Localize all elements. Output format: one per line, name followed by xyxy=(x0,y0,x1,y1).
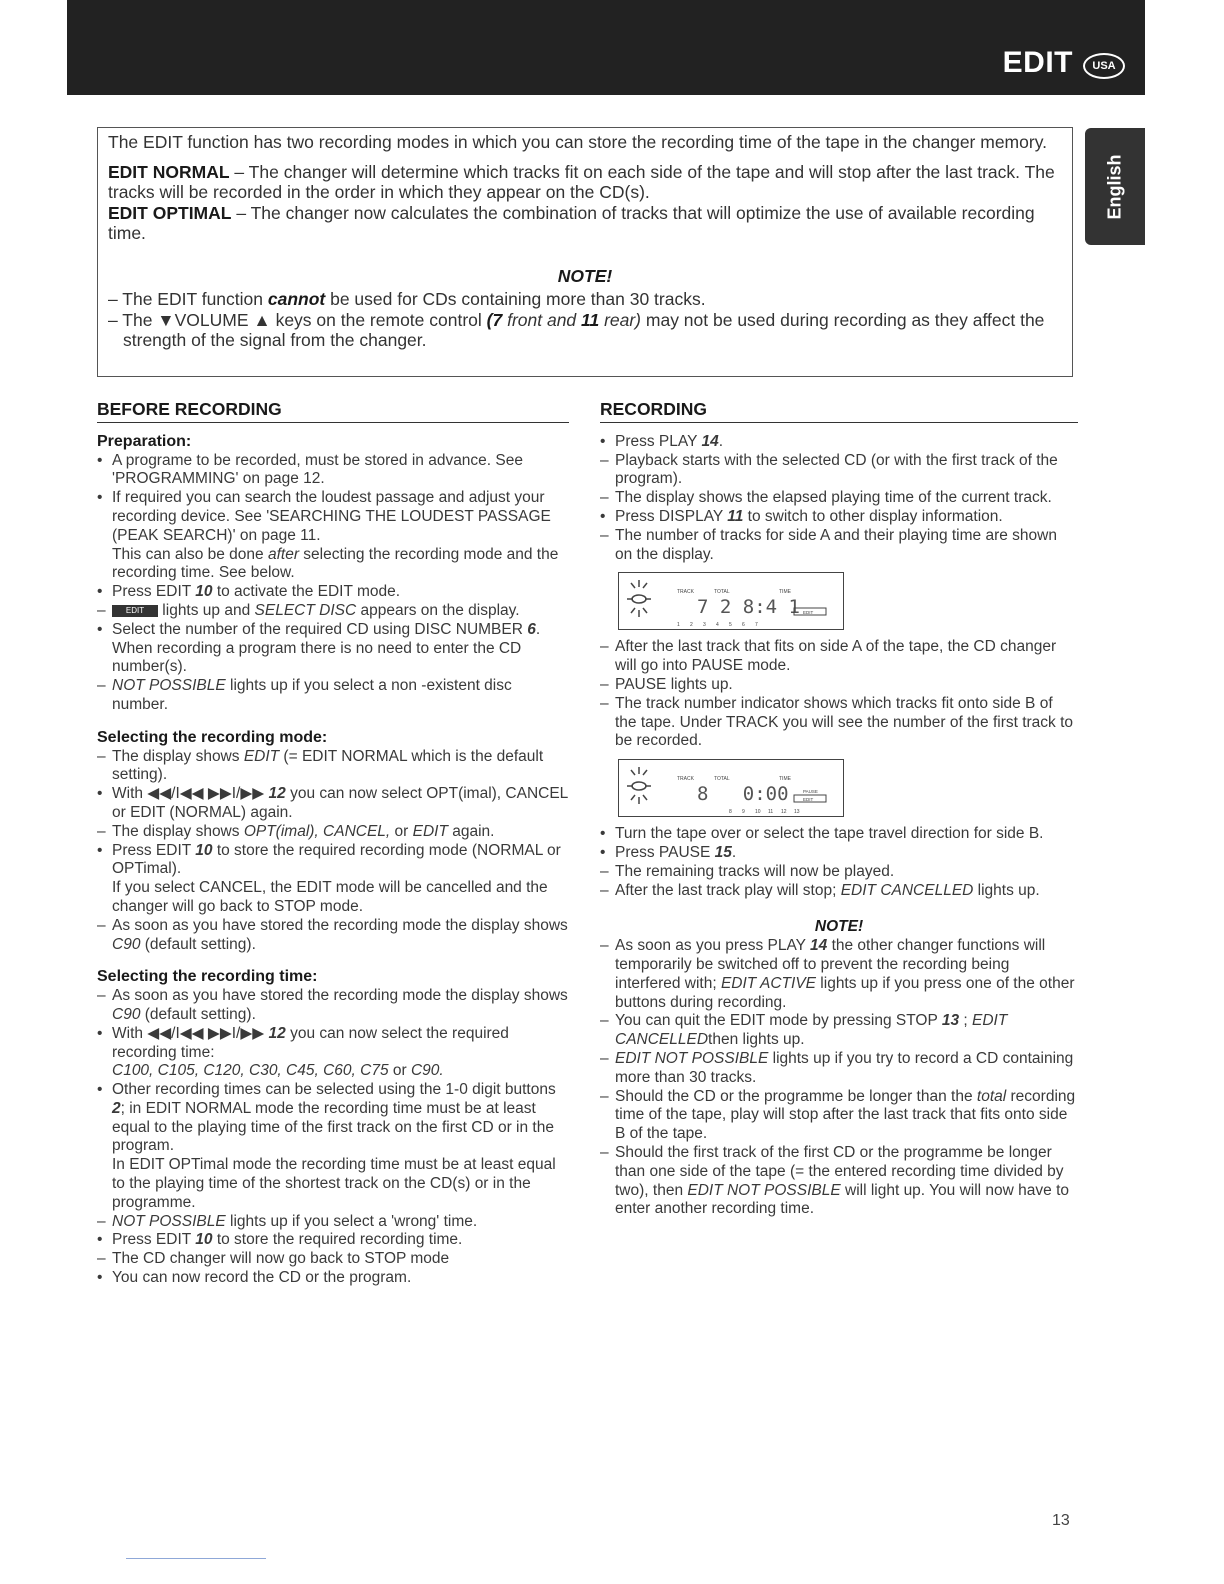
lcd-scale-number: 8 xyxy=(729,809,732,816)
list-item: • Press EDIT 10 to activate the EDIT mode. xyxy=(97,583,401,601)
lcd-edit-chip-label: EDIT xyxy=(803,610,814,616)
lcd-scale-number: 9 xyxy=(742,809,745,816)
disc-spin-icon xyxy=(627,580,651,617)
list-item: • Other recording times can be selected using the 1-0 digit buttons 2; in EDIT NORMAL mode the recording time must be at least equal to the playing time of the first track on the first CD or in the program. xyxy=(97,1081,556,1155)
disc-spin-icon xyxy=(627,767,651,804)
lcd-label-total: TOTAL xyxy=(714,589,730,596)
lcd-scale-number: 11 xyxy=(768,809,774,816)
edit-indicator-icon: EDIT xyxy=(112,605,158,617)
list-item-continuation: When recording a program there is no need to enter the CD number(s). xyxy=(112,639,522,676)
edit-normal-label: EDIT NORMAL xyxy=(108,161,230,182)
lcd-scale-number: 13 xyxy=(794,809,800,816)
list-item: – Playback starts with the selected CD (or with the first track of the program). xyxy=(600,451,1058,488)
before-recording-column xyxy=(97,400,569,1288)
list-item: – Should the CD or the programme be longer than the total recording time of the tape, play will stop after the last track that fits onto side B of the tape. xyxy=(600,1087,1076,1143)
list-item: – The display shows OPT(imal), CANCEL, or EDIT again. xyxy=(97,822,495,840)
lcd-display-side-a-graphic xyxy=(619,573,842,628)
edit-optimal-paragraph: EDIT OPTIMAL – The changer now calculates the combination of tracks that will optimize the use of available recording time. xyxy=(108,202,1035,243)
list-item: – After the last track play will stop; EDIT CANCELLED lights up. xyxy=(600,881,1040,899)
list-item: – EDIT NOT POSSIBLE lights up if you try to record a CD containing more than 30 tracks. xyxy=(600,1049,1074,1086)
recording-mode-heading: Selecting the recording mode: xyxy=(97,728,328,746)
list-item: – As soon as you have stored the recording mode the display shows C90 (default setting). xyxy=(97,987,568,1023)
list-item: • Press EDIT 10 to store the required recording mode (NORMAL or OPTimal). xyxy=(97,841,561,878)
list-item: – NOT POSSIBLE lights up if you select a 'wrong' time. xyxy=(97,1212,478,1230)
lcd-label-total: TOTAL xyxy=(714,776,730,783)
lcd-scale-number: 12 xyxy=(781,809,787,816)
lcd-track-scale xyxy=(729,809,800,815)
list-item: • Press EDIT 10 to store the required recording time. xyxy=(97,1231,463,1249)
intro-text: The EDIT function has two recording modes in which you can store the recording time of the tape in the changer memory. xyxy=(108,132,1048,152)
lcd-scale-number: 4 xyxy=(716,622,719,629)
lcd-label-time: TIME xyxy=(779,776,791,783)
edit-normal-paragraph: EDIT NORMAL – The changer will determine which tracks fit on each side of the tape and will stop after the last track. The tracks will be recorded in the order in which they appear on the CD(s). xyxy=(108,161,1055,202)
lcd-track-scale xyxy=(677,622,758,628)
list-item: – The remaining tracks will now be played. xyxy=(600,862,895,880)
intro-box xyxy=(97,127,1073,377)
list-item: • Press PLAY 14. xyxy=(600,432,724,450)
list-item: – The CD changer will now go back to STOP mode xyxy=(97,1250,450,1268)
lcd-edit-chip-label: EDIT xyxy=(803,797,814,803)
lcd-scale-number: 6 xyxy=(742,622,745,629)
edit-optimal-label: EDIT OPTIMAL xyxy=(108,202,232,223)
list-item: • Select the number of the required CD using DISC NUMBER 6. xyxy=(97,620,541,638)
lcd-digits: 8 0:00 xyxy=(697,783,789,806)
language-tab-label: English xyxy=(1104,153,1125,220)
list-item: • With ◀◀/I◀◀ ▶▶I/▶▶ 12 you can now select OPT(imal), CANCEL or EDIT (NORMAL) again. xyxy=(97,785,568,821)
lcd-scale-number: 2 xyxy=(690,622,693,629)
list-item: – You can quit the EDIT mode by pressing STOP 13 ; EDIT CANCELLEDthen lights up. xyxy=(600,1012,1008,1049)
list-item: – EDIT lights up and SELECT DISC appears on the display. xyxy=(97,601,520,619)
lcd-label-time: TIME xyxy=(779,589,791,596)
recording-note-title: NOTE! xyxy=(814,918,864,936)
list-item: – PAUSE lights up. xyxy=(600,675,733,693)
list-item: – As soon as you have stored the recording mode the display shows C90 (default setting). xyxy=(97,916,568,953)
page-number: 13 xyxy=(1052,1512,1070,1529)
page-title: EDIT xyxy=(1002,46,1073,79)
list-item-continuation: If you select CANCEL, the EDIT mode will be cancelled and the changer will go back to STOP mode. xyxy=(112,879,548,915)
list-item: • You can now record the CD or the program. xyxy=(97,1269,412,1287)
lcd-pause-label: PAUSE xyxy=(803,789,818,795)
list-item: • A programe to be recorded, must be stored in advance. See 'PROGRAMMING' on page 12. xyxy=(97,451,523,488)
intro-note-2: – The ▼VOLUME ▲ keys on the remote control (7 front and 11 rear) may not be used during recording as they affect the strength of the signal from the changer. xyxy=(108,309,1045,350)
recording-heading: RECORDING xyxy=(600,400,1078,423)
intro-note-1: – The EDIT function cannot be used for CDs containing more than 30 tracks. xyxy=(108,289,706,309)
list-item: • If required you can search the loudest passage and adjust your recording device. See 'SEARCHING THE LOUDEST PASSAGE (PEAK SEARCH)' on page 11. xyxy=(97,489,551,544)
lcd-scale-number: 10 xyxy=(755,809,761,816)
list-item: • Turn the tape over or select the tape travel direction for side B. xyxy=(600,825,1044,843)
list-item: – Should the first track of the first CD or the programme be longer than one side of the tape (= the entered recording time divided by two), then EDIT NOT POSSIBLE will light up. You will now have to enter another recording time. xyxy=(600,1143,1070,1218)
footer-rule xyxy=(126,1558,266,1559)
list-item: • Press DISPLAY 11 to switch to other display information. xyxy=(600,507,1003,525)
header-bar xyxy=(67,0,1145,95)
list-item: – NOT POSSIBLE lights up if you select a non -existent disc number. xyxy=(97,677,512,713)
lcd-digits: 7 2 8:4 1 xyxy=(697,596,800,619)
before-recording-heading: BEFORE RECORDING xyxy=(97,400,569,423)
lcd-scale-number: 5 xyxy=(729,622,732,629)
list-item: • With ◀◀/I◀◀ ▶▶I/▶▶ 12 you can now select the required recording time: xyxy=(97,1024,509,1061)
recording-time-heading: Selecting the recording time: xyxy=(97,968,318,986)
usa-badge: USA xyxy=(1083,53,1125,79)
preparation-heading: Preparation: xyxy=(97,432,192,450)
list-item: – As soon as you press PLAY 14 the other changer functions will temporarily be switched off to prevent the recording being interfered with; EDIT ACTIVE lights up if you press one of the other buttons during recording. xyxy=(600,937,1075,1011)
language-tab xyxy=(1085,128,1145,245)
list-item: – The display shows the elapsed playing time of the current track. xyxy=(600,489,1052,507)
list-item-continuation: C100, C105, C120, C30, C45, C60, C75 or C90. xyxy=(112,1062,444,1080)
list-item-continuation: In EDIT OPTimal mode the recording time must be at least equal to the playing time of the shortest track on the CD(s) or in the programme. xyxy=(112,1156,556,1211)
intro-note-title: NOTE! xyxy=(557,265,613,286)
list-item: – The display shows EDIT (= EDIT NORMAL which is the default setting). xyxy=(97,747,544,784)
lcd-display-side-b xyxy=(618,759,844,817)
list-item: – The track number indicator shows which tracks fit onto side B of the tape. Under TRACK you will see the number of the first track to be recorded. xyxy=(600,694,1074,750)
list-item: – After the last track that fits on side A of the tape, the CD changer will go into PAUSE mode. xyxy=(600,638,1057,675)
recording-column xyxy=(600,400,1078,1219)
lcd-scale-number: 3 xyxy=(703,622,706,629)
lcd-display-side-a xyxy=(618,572,844,630)
lcd-label-track: TRACK xyxy=(677,776,694,783)
lcd-scale-number: 1 xyxy=(677,622,680,629)
list-item-continuation: This can also be done after selecting the recording mode and the recording time. See below. xyxy=(112,545,559,582)
lcd-label-track: TRACK xyxy=(677,589,694,596)
lcd-display-side-b-graphic xyxy=(619,760,842,815)
list-item: – The number of tracks for side A and their playing time are shown on the display. xyxy=(600,526,1057,563)
lcd-scale-number: 7 xyxy=(755,622,758,629)
list-item: • Press PAUSE 15. xyxy=(600,843,737,861)
